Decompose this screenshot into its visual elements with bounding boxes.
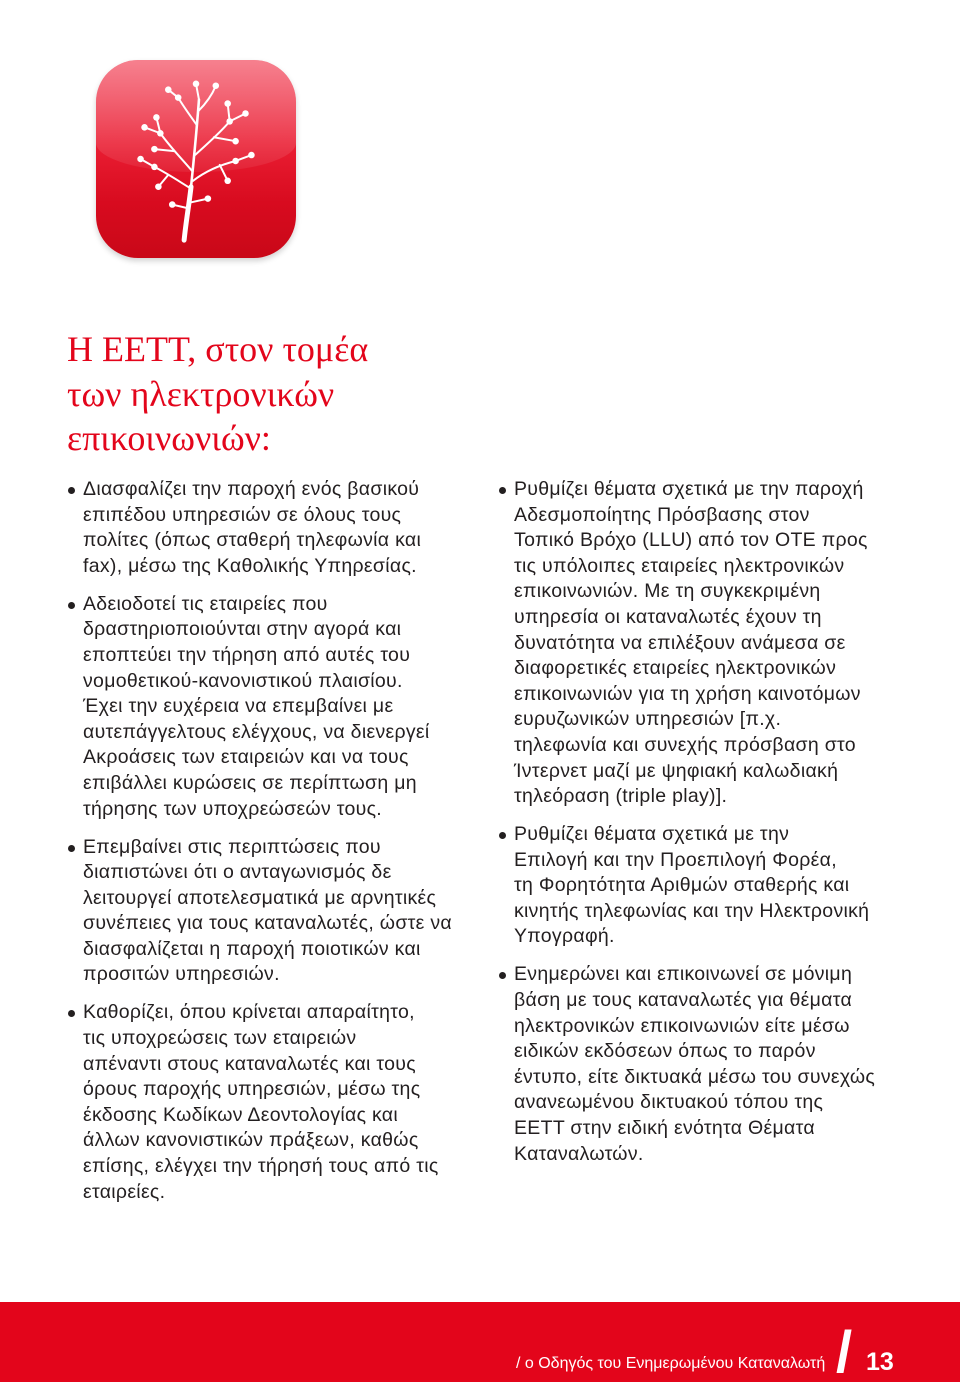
bullet-dot [499,972,506,979]
bullet-line: προσιτών υπηρεσιών. [83,963,280,986]
bullet-line: άλλων κανονιστικών πράξεων, καθώς [83,1129,419,1152]
page-title [67,327,368,461]
bullet-item [497,822,937,950]
bullet-line: νομοθετικού-κανονιστικού πλαισίου. [83,669,403,692]
bullet-line: επιπέδου υπηρεσιών σε όλους τους [83,503,402,526]
bullet-line: Ρυθμίζει θέματα σχετικά με την [514,823,790,846]
page-number: 13 [866,1348,894,1376]
bullet-item [497,962,937,1167]
tree-icon [96,60,296,258]
bullet-dot [499,832,506,839]
bullet-line: Καθορίζει, όπου κρίνεται απαραίτητο, [83,1001,415,1024]
bullet-line: πολίτες (όπως σταθερή τηλεφωνία και [83,529,422,552]
bullet-line: τηλεφωνία και συνεχής πρόσβαση στο [514,733,856,756]
title-line: των ηλεκτρονικών [67,373,335,414]
bullet-line: διαφορετικές εταιρείες ηλεκτρονικών [514,657,837,680]
bullet-item [66,477,486,579]
bullet-line: Ακροάσεις των εταιρειών και να τους [83,746,409,769]
bullet-line: fax), μέσω της Καθολικής Υπηρεσίας. [83,554,417,577]
separator-slash: / [836,1320,853,1382]
bullet-line: κινητής τηλεφωνίας και την Ηλεκτρονική [514,899,870,922]
bullet-line: έντυπο, είτε δικτυακά μέσω του συνεχώς [514,1065,876,1088]
bullet-line: δραστηριοποιούνται στην αγορά και [83,618,402,641]
bullet-line: υπηρεσία οι καταναλωτές έχουν τη [514,605,822,628]
bullet-line: διασφαλίζεται η παροχή ποιοτικών και [83,937,421,960]
bullet-dot [68,487,75,494]
bullet-dot [68,845,75,852]
bullet-line: Αδεσμοποίητης Πρόσβασης στον [514,503,810,526]
footer-band [0,1302,960,1382]
bullet-line: τη Φορητότητα Αριθμών σταθερής και [514,874,850,897]
publication-title: / ο Οδηγός του Ενημερωμένου Καταναλωτή [516,1355,826,1372]
bullet-line: Καταναλωτών. [514,1142,644,1165]
bullet-line: ΕΕΤΤ στην ειδική ενότητα Θέματα [514,1117,815,1140]
right-column [497,477,937,1180]
title-line: Η ΕΕΤΤ, στον τομέα [67,329,369,369]
bullet-dot [68,602,75,609]
bullet-line: επιβάλλει κυρώσεις σε περίπτωση μη [83,771,417,794]
bullet-line: Διασφαλίζει την παροχή ενός βασικού [83,478,420,500]
bullet-line: τηλεόραση (triple play)]. [514,785,728,808]
bullet-line: Ίντερνετ μαζί με ψηφιακή καλωδιακή [514,759,839,782]
bullet-line: εταιρείες. [83,1180,166,1203]
bullet-line: εποπτεύει την τήρηση από αυτές του [83,643,411,666]
bullet-item [66,1000,486,1205]
bullet-line: Επιλογή και την Προεπιλογή Φορέα, [514,848,837,871]
bullet-line: διαπιστώνει ότι ο ανταγωνισμός δε [83,861,392,884]
bullet-line: Ρυθμίζει θέματα σχετικά με την παροχή [514,478,864,500]
bullet-line: ειδικών εκδόσεων όπως το παρόν [514,1040,816,1063]
title-line: επικοινωνιών: [67,418,271,458]
left-column [66,477,486,1218]
bullet-dot [68,1010,75,1017]
bullet-line: ευρυζωνικών υπηρεσιών [π.χ. [514,708,782,731]
bullet-line: Επεμβαίνει στις περιπτώσεις που [83,835,381,858]
bullet-line: τις υποχρεώσεις των εταιρειών [83,1027,357,1050]
bullet-line: λειτουργεί αποτελεσματικά με αρνητικές [83,886,437,909]
bullet-line: έκδοσης Κωδίκων Δεοντολογίας και [83,1103,399,1126]
bullet-item [66,592,486,822]
bullet-line: τις υπόλοιπες εταιρείες ηλεκτρονικών [514,554,845,577]
bullet-line: απέναντι στους καταναλωτές και τους [83,1052,416,1075]
bullet-line: ηλεκτρονικών επικοινωνιών είτε μέσω [514,1014,850,1037]
bullet-line: δυνατότητα να επιλέξουν ανάμεσα σε [514,631,846,654]
bullet-line: επικοινωνιών για τη χρήση καινοτόμων [514,682,861,705]
bullet-dot [499,487,506,494]
bullet-line: επίσης, ελέγχει την τήρησή τους από τις [83,1155,439,1178]
bullet-line: Υπογραφή. [514,925,615,948]
bullet-line: ανανεωμένου δικτυακού τόπου της [514,1091,824,1114]
bullet-line: Αδειοδοτεί τις εταιρείες που [83,592,328,615]
bullet-line: Ενημερώνει και επικοινωνεί σε μόνιμη [514,963,853,986]
bullet-line: όρους παροχής υπηρεσιών, μέσω της [83,1078,421,1101]
bullet-item [497,477,937,810]
bullet-line: συνέπειες για τους καταναλωτές, ώστε να [83,912,452,935]
bullet-line: αυτεπάγγελτους ελέγχους, να διενεργεί [83,720,430,743]
bullet-line: βάση με τους καταναλωτές για θέματα [514,989,853,1012]
bullet-line: επικοινωνιών. Με τη συγκεκριμένη [514,580,821,603]
bullet-line: τήρησης των υποχρεώσεών τους. [83,797,382,820]
bullet-line: Τοπικό Βρόχο (LLU) από τον ΟΤΕ προς [514,529,868,552]
bullet-line: Έχει την ευχέρεια να επεμβαίνει με [83,695,394,718]
eett-logo [96,60,296,258]
bullet-item [66,835,486,989]
